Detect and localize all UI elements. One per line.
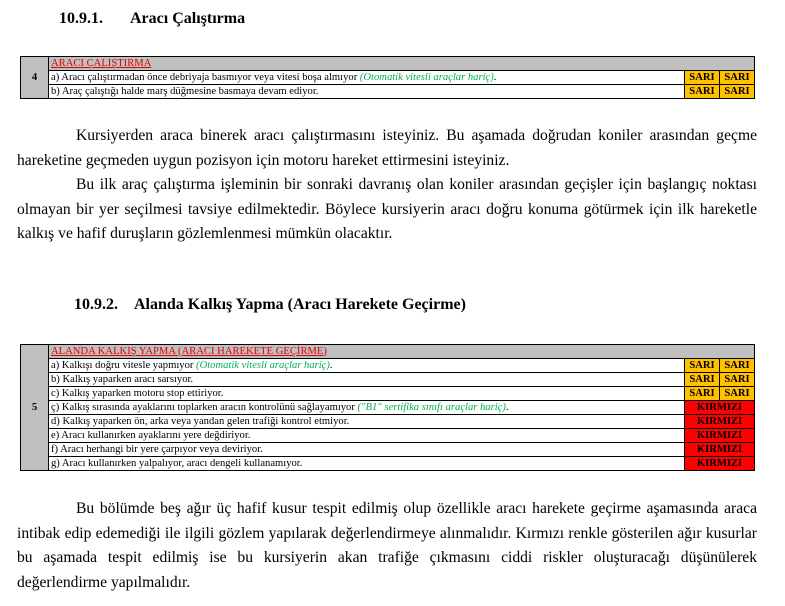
row-text: b) Araç çalıştığı halde marş düğmesine basmaya devam ediyor. bbox=[49, 85, 685, 99]
section-2-number: 10.9.2. bbox=[74, 296, 118, 313]
table-row bbox=[21, 85, 755, 99]
section-1-number: 10.9.1. bbox=[59, 10, 103, 27]
row-text: e) Aracı kullanırken ayaklarını yere değdiriyor. bbox=[49, 429, 685, 443]
severity-badge-sari: SARI bbox=[684, 85, 719, 99]
severity-badge-sari: SARI bbox=[684, 387, 719, 401]
section-1-body bbox=[17, 124, 757, 247]
table-index: 5 bbox=[21, 345, 49, 471]
severity-badge-sari: SARI bbox=[719, 71, 754, 85]
table-row bbox=[21, 359, 755, 373]
table-row bbox=[21, 387, 755, 401]
criteria-table-1 bbox=[20, 56, 755, 99]
severity-badge-sari: SARI bbox=[684, 71, 719, 85]
severity-badge-sari: SARI bbox=[684, 359, 719, 373]
severity-badge-kirmizi: KIRMIZI bbox=[684, 415, 754, 429]
table-row bbox=[21, 71, 755, 85]
severity-badge-sari: SARI bbox=[719, 85, 754, 99]
table-row bbox=[21, 415, 755, 429]
section-2-title: Alanda Kalkış Yapma (Aracı Harekete Geçirme) bbox=[134, 296, 466, 313]
severity-badge-kirmizi: KIRMIZI bbox=[684, 429, 754, 443]
criteria-table-2 bbox=[20, 344, 755, 471]
row-text: c) Kalkış yaparken motoru stop ettiriyor. bbox=[49, 387, 685, 401]
severity-badge-sari: SARI bbox=[719, 387, 754, 401]
table-title-row bbox=[21, 57, 755, 71]
table-row bbox=[21, 443, 755, 457]
row-text: f) Aracı herhangi bir yere çarpıyor veya deviriyor. bbox=[49, 443, 685, 457]
table-title: ALANDA KALKIŞ YAPMA (ARACI HAREKETE GEÇİRME) bbox=[49, 345, 755, 359]
table-title: ARACI ÇALIŞTIRMA bbox=[49, 57, 755, 71]
severity-badge-kirmizi: KIRMIZI bbox=[684, 443, 754, 457]
paragraph: Kursiyerden araca binerek aracı çalıştırmasını isteyiniz. Bu aşamada doğrudan koniler arasından geçme hareketine geçmeden uygun pozisyon için motoru hareket ettirmesini isteyiniz. bbox=[17, 127, 757, 169]
severity-badge-kirmizi: KIRMIZI bbox=[684, 401, 754, 415]
table-title-row bbox=[21, 345, 755, 359]
row-text: d) Kalkış yaparken ön, arka veya yandan gelen trafiği kontrol etmiyor. bbox=[49, 415, 685, 429]
table-row bbox=[21, 429, 755, 443]
paragraph: Bu bölümde beş ağır üç hafif kusur tespit edilmiş olup özellikle aracı harekete geçirme aşamasında araca intibak edip edemediği ile ilgili gözlem yapılarak değerlendirmeye alınmalıdır. Kırmızı renkle gösterilen ağır kusurlar bu aşamada tespit edilmiş ise bu kursiyerin akan trafiğe çıkmasını ciddi riskler oluşturacağı düşünülerek değerlendirme yapılmalıdır. bbox=[17, 500, 757, 591]
severity-badge-sari: SARI bbox=[684, 373, 719, 387]
severity-badge-kirmizi: KIRMIZI bbox=[684, 457, 754, 471]
table-row bbox=[21, 457, 755, 471]
severity-badge-sari: SARI bbox=[719, 359, 754, 373]
row-text: a) Aracı çalıştırmadan önce debriyaja basmıyor veya vitesi boşa almıyor (Otomatik vitesli araçlar hariç). bbox=[49, 71, 685, 85]
table-row bbox=[21, 373, 755, 387]
section-1-heading bbox=[59, 10, 245, 28]
table-row bbox=[21, 401, 755, 415]
section-1-title: Aracı Çalıştırma bbox=[130, 10, 246, 27]
row-text: b) Kalkış yaparken aracı sarsıyor. bbox=[49, 373, 685, 387]
paragraph: Bu ilk araç çalıştırma işleminin bir sonraki davranış olan koniler arasından geçişler için başlangıç noktası olmayan bir yer seçilmesi tavsiye edilmektedir. Böylece kursiyerin aracı doğru konuma götürmek için ilk hareketle kalkış ve hafif duruşların gözlemlenmesi mümkün olacaktır. bbox=[17, 176, 757, 242]
section-2-body bbox=[17, 497, 757, 595]
row-text: ç) Kalkış sırasında ayaklarını toplarken aracın kontrolünü sağlayamıyor ("B1" sertifika sınıfı araçlar hariç). bbox=[49, 401, 685, 415]
section-2-heading bbox=[74, 296, 466, 314]
row-text: g) Aracı kullanırken yalpalıyor, aracı dengeli kullanamıyor. bbox=[49, 457, 685, 471]
severity-badge-sari: SARI bbox=[719, 373, 754, 387]
table-index: 4 bbox=[21, 57, 49, 99]
row-text: a) Kalkışı doğru vitesle yapmıyor (Otomatik vitesli araçlar hariç). bbox=[49, 359, 685, 373]
